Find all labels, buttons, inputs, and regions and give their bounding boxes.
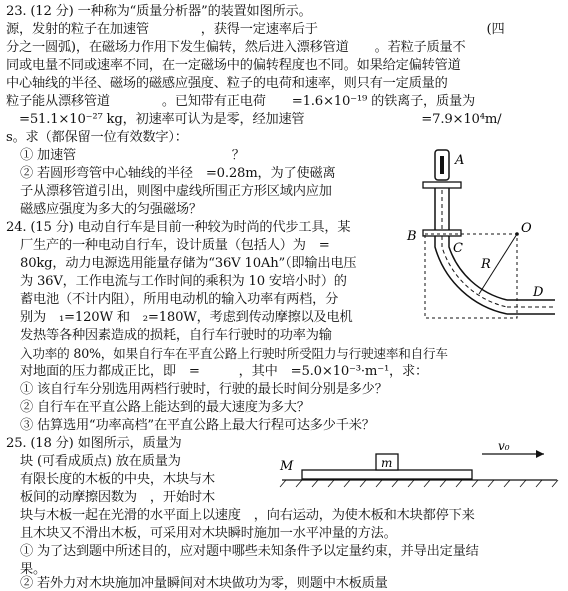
q24-line-4: 为 36V，工作电流与工作时间的乘积为 10 安培小时）的: [20, 274, 347, 289]
q25-line-2: 块 (可看成质点) 放在质量为: [20, 454, 181, 469]
q24-sub-1: ① 该自行车分别选用两档行驶时，行驶的最长时间分别是多少？: [20, 382, 388, 397]
board-shape: [302, 470, 472, 479]
label-a: A: [455, 153, 465, 168]
q23-line-2: 源，发射的粒子在加速管 ，获得一定速率后于 (四: [6, 22, 505, 37]
q25-sub-1: ① 为了达到题中所述目的，应对题中哪些未知条件予以定量约束，并导出定量结: [20, 544, 479, 559]
magnetic-field-region: [425, 234, 517, 318]
q25-line-5: 块与木板一起在光滑的水平面上以速度 ，向右运动，为使木板和木块都停下来: [20, 508, 475, 523]
label-c: C: [453, 241, 463, 256]
q23-line-5: 中心轴线的半径、磁场的磁感应强度、粒子的电荷和速率，则只有一定质量的: [6, 76, 448, 91]
label-d: D: [533, 285, 544, 300]
q23-line-7: =51.1×10⁻²⁷ kg，初速率可认为是零，经加速管 =7.9×10⁴m/: [6, 112, 502, 127]
q25-line-4: 板间的动摩擦因数为 ，开始时木: [20, 490, 215, 505]
q23-line-1: 23. (12 分) 一种称为“质量分析器”的装置如图所示。: [6, 4, 312, 19]
q25-sub-2: ② 若外力对木块施加冲量瞬间对木块做功为零，则题中木板质量: [20, 576, 388, 591]
q24-line-1: 24. (15 分) 电动自行车是目前一种较为时尚的代步工具，某: [6, 220, 351, 235]
q23-line-4: 同或电量不同或速率不同，在一定磁场中的偏转程度也不同。如果给定偏转管道: [6, 58, 461, 73]
q23-line-6: 粒子能从漂移管道 。已知带有正电荷 =1.6×10⁻¹⁹ 的铁离子，质量为: [6, 94, 476, 109]
plate-b: [423, 230, 461, 236]
q24-sub-3: ③ 估算选用“功率高档”在平直公路上最大行程可达多少千米？: [20, 418, 375, 433]
q23-sub-2-cont-1: 子从漂移管道引出，则图中虚线所围正方形区域内应加: [20, 184, 332, 199]
label-v0: v₀: [498, 440, 510, 453]
source-plate: [423, 182, 461, 188]
label-m-big: M: [280, 459, 294, 474]
q25-sub-1-cont: 果。: [20, 562, 46, 577]
q23-sub-2-cont-2: 磁感应强度为多大的匀强磁场？: [20, 202, 202, 217]
q23-sub-1: ① 加速管 ？: [20, 148, 245, 163]
q23-sub-2: ② 若圆形弯管中心轴线的半径 =0.28m，为了使磁离: [20, 166, 336, 181]
label-o: O: [521, 221, 532, 236]
board-block-figure: [272, 440, 562, 490]
label-m-small: m: [381, 456, 393, 470]
q23-line-8: s。求（都保留一位有效数字）：: [6, 130, 188, 145]
q23-line-3: 分之一圆弧)，在磁场力作用下发生偏转，然后进入漂移管道 。若粒子质量不: [6, 40, 466, 55]
q25-line-6: 且木块又不滑出木板，可采用对木块瞬时施加一水平冲量的方法。: [20, 526, 397, 541]
q24-line-9: 对地面的压力都成正比，即 = ，其中 =5.0×10⁻³·m⁻¹，求：: [20, 364, 429, 379]
q24-line-5: 蓄电池（不计内阻），所用电动机的输入功率有两档，分: [20, 292, 339, 307]
label-r: R: [481, 257, 491, 272]
label-b: B: [407, 229, 417, 244]
q24-line-6: 别为 ₁=120W 和 ₂=180W，考虑到传动摩擦以及电机: [20, 310, 353, 325]
q24-line-8: 入功率的 80%，如果自行车在平直公路上行驶时所受阻力与行驶速率和自行车: [20, 346, 448, 361]
q25-line-3: 有限长度的木板的中央，木块与木: [20, 472, 215, 487]
q24-line-2: 厂生产的一种电动自行车，设计质量（包括人）为 =: [20, 238, 330, 253]
ion-source-core: [440, 156, 444, 174]
q24-sub-2: ② 自行车在平直公路上能达到的最大速度为多大？: [20, 400, 310, 415]
q25-line-1: 25. (18 分) 如图所示，质量为: [6, 436, 182, 451]
q24-line-7: 发热等各种因素造成的损耗，自行车行驶时的功率为输: [20, 328, 332, 343]
q24-line-3: 80kg，动力电源选用能量存储为“36V 10Ah”（即输出电压: [20, 256, 357, 271]
mass-analyzer-figure: [395, 142, 565, 342]
